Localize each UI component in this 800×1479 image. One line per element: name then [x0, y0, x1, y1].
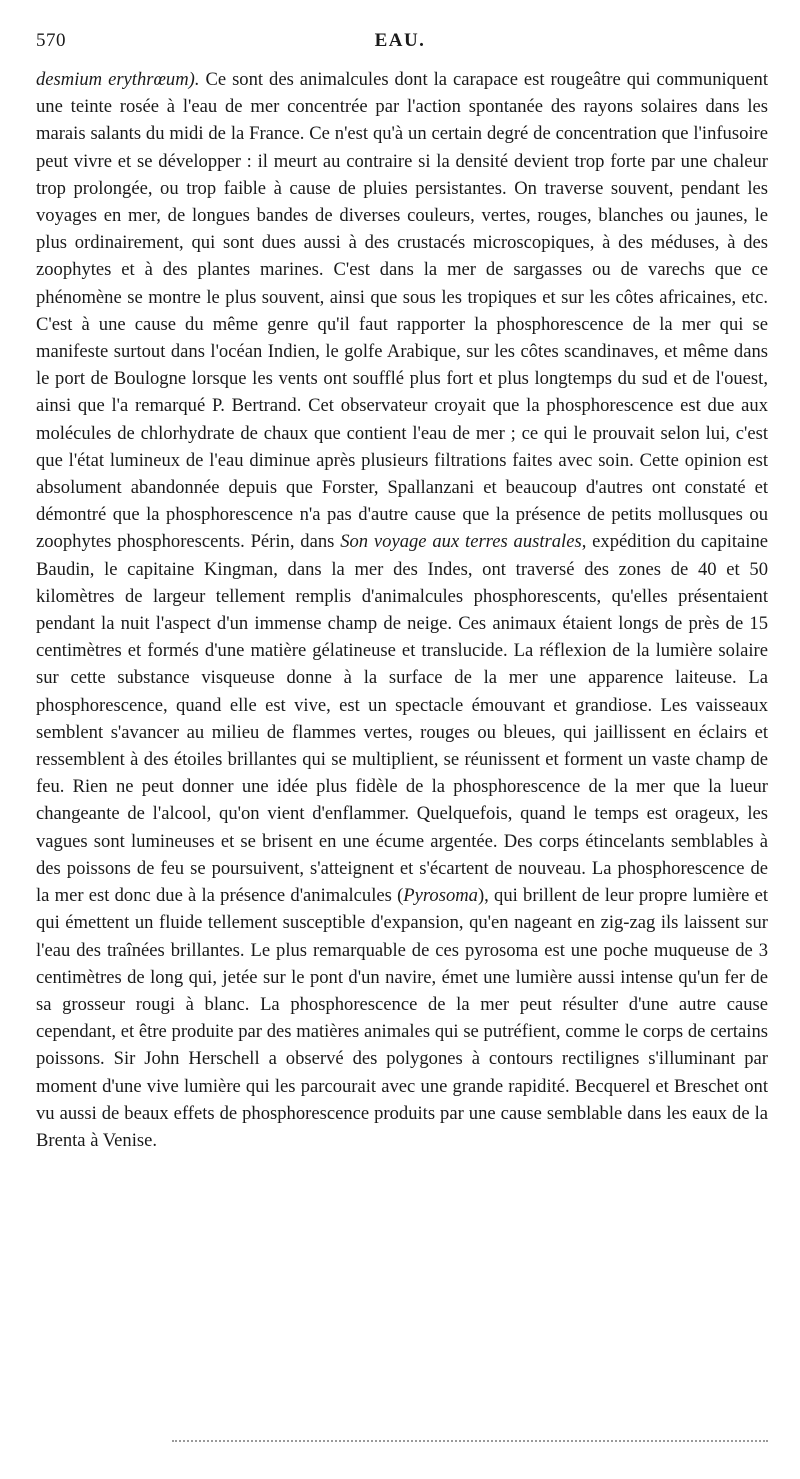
text-segment-3: ), qui brillent de leur propre lumière et qui émettent un fluide tellement susceptible d'expansion, qu'en nageant en zig-zag ils laissent sur l'eau des traînées brillantes. Le plus remarquable de ces pyrosoma est une poche muqueuse de 3 centimètres de long qui, jetée sur le pont d'un navire, émet une lumière aussi intense qu'un fer de sa grosseur rougi à blanc. La phosphorescence de la mer peut résulter d'une autre cause cependant, et être produite par des matières animales qui se putréfient, comme le corps de certains poissons. Sir John Herschell a observé des polygones à contours rectilignes s'illuminant par moment d'une vive lumière qui les parcourait avec une grande rapidité. Becquerel et Breschet ont vu aussi de beaux effets de phosphorescence produits par une cause semblable dans les eaux de la Brenta à Venise. — [36, 885, 768, 1151]
paragraph — [36, 66, 768, 1154]
italic-taxon-fragment: desmium erythrœum). — [36, 69, 200, 90]
text-segment-1: Ce sont des animalcules dont la carapace est rougeâtre qui communiquent une teinte rosée à l'eau de mer concentrée par l'action spontanée des rayons solaires dans les marais salants du midi de la France. Ce n'est qu'à un certain degré de concentration que l'infusoire peut vivre et se développer : il meurt au contraire si la densité devient trop forte par une chaleur trop prolongée, ou trop faible à cause de pluies persistantes. On traverse souvent, pendant les voyages en mer, de longues bandes de diverses couleurs, vertes, rouges, blanches ou jaunes, le plus ordinairement, qui sont dues aussi à des crustacés microscopiques, à des méduses, à des zoophytes et à des plantes marines. C'est dans la mer de sargasses ou de varechs que ce phénomène se montre le plus souvent, ainsi que sous les tropiques et sur les côtes africaines, etc. C'est à une cause du même genre qu'il faut rapporter la phosphorescence de la mer qui se manifeste surtout dans l'océan Indien, le golfe Arabique, sur les côtes scandinaves, et même dans le port de Boulogne lorsque les vents ont soufflé plus fort et plus longtemps du sud et de l'ouest, ainsi que l'a remarqué P. Bertrand. Cet observateur croyait que la phosphorescence est due aux molécules de chlorhydrate de chaux que contient l'eau de mer ; ce qui le prouvait selon lui, c'est que l'état lumineux de l'eau diminue après plusieurs filtrations faites avec soin. Cette opinion est absolument abandonnée depuis que Forster, Spallanzani et beaucoup d'autres ont constaté et démontré que la phosphorescence n'a pas d'autre cause que la présence de petits mollusques ou zoophytes phosphorescents. Périn, dans — [36, 69, 768, 553]
page-number: 570 — [36, 30, 66, 51]
bottom-page-rule — [172, 1440, 768, 1442]
italic-genus-name: Pyrosoma — [403, 885, 478, 907]
running-title: EAU. — [374, 30, 426, 51]
running-head — [36, 30, 764, 54]
text-segment-2: , expédition du capitaine Baudin, le capitaine Kingman, dans la mer des Indes, ont traversé des zones de 40 et 50 kilomètres de largeur tellement remplis d'animalcules phosphorescents, qu'elles présentaient pendant la nuit l'aspect d'un immense champ de neige. Ces animaux étaient longs de près de 15 centimètres et formés d'une matière gélatineuse et translucide. La réflexion de la lumière solaire sur cette substance visqueuse donne à la surface de la mer une apparence laiteuse. La phosphorescence, quand elle est vive, est un spectacle émouvant et grandiose. Les vaisseaux semblent s'avancer au milieu de flammes vertes, rouges ou bleues, qui jaillissent en éclairs et ressemblent à des étoiles brillantes qui se multiplient, se réunissent et forment un vaste champ de feu. Rien ne peut donner une idée plus fidèle de la phosphorescence de la mer que la lueur changeante de l'alcool, qu'on vient d'enflammer. Quelquefois, quand le temps est orageux, les vagues sont lumineuses et se brisent en une écume argentée. Des corps étincelants semblables à des poissons de feu se poursuivent, s'atteignent et s'écartent de nouveau. La phosphorescence de la mer est donc due à la présence d'animalcules ( — [36, 531, 768, 907]
body-text — [36, 66, 768, 1154]
italic-book-title: Son voyage aux terres australes — [340, 531, 582, 553]
